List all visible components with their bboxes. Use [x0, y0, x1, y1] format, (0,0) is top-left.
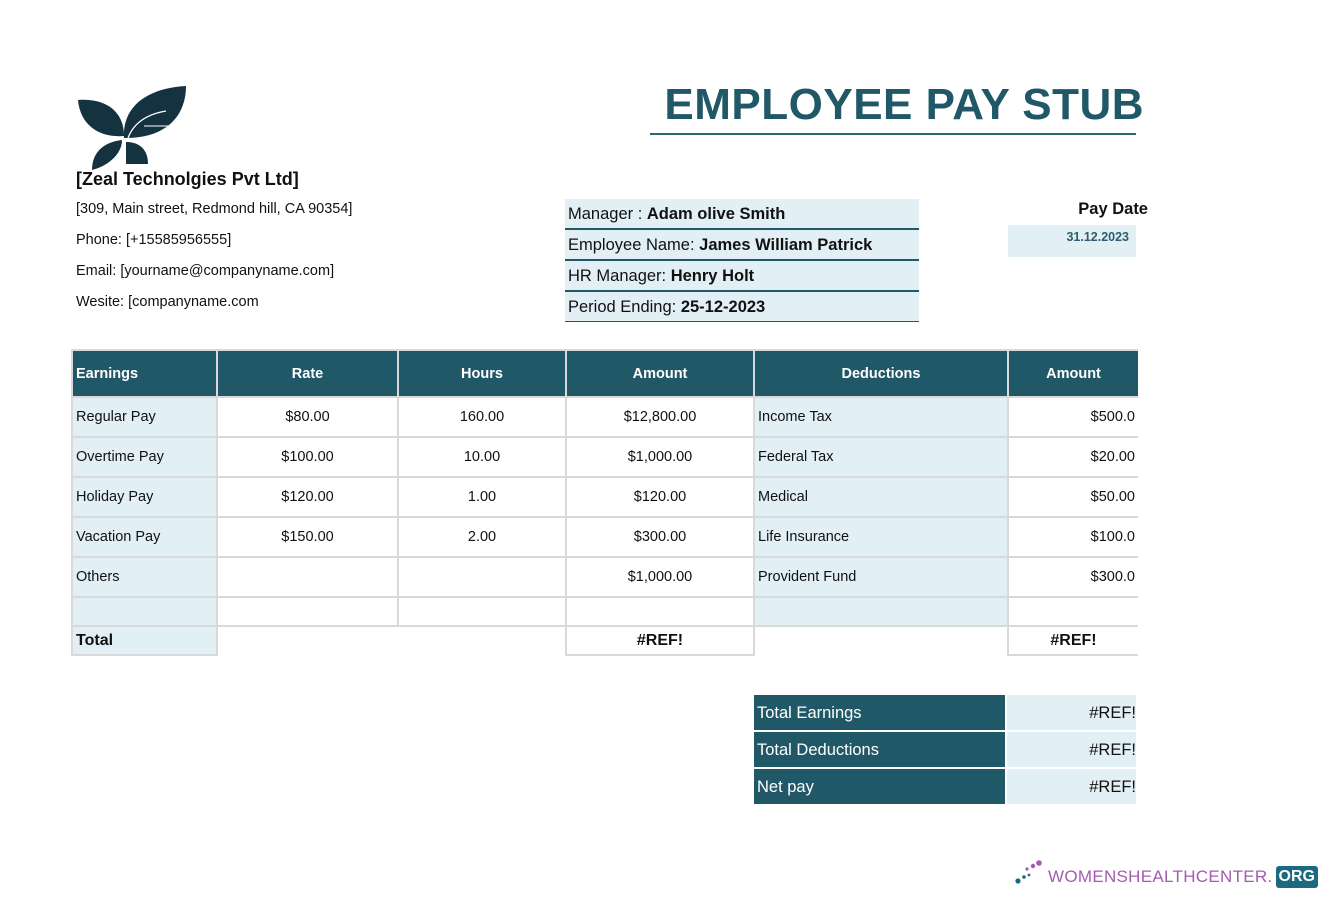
employee-name-row [565, 230, 919, 261]
header-earnings: Earnings [72, 350, 217, 397]
empty-cell [398, 626, 566, 655]
header-rate: Rate [217, 350, 398, 397]
header-deductions: Deductions [754, 350, 1008, 397]
table-row [72, 397, 1138, 437]
amount-cell: $120.00 [566, 477, 754, 517]
hr-manager-label: HR Manager: [568, 267, 671, 285]
empty-cell [217, 626, 398, 655]
earning-label: Overtime Pay [72, 437, 217, 477]
earning-label: Vacation Pay [72, 517, 217, 557]
watermark-text: WOMENSHEALTHCENTER. [1048, 867, 1273, 886]
deduction-amount-cell: $20.00 [1008, 437, 1138, 477]
hours-cell: 2.00 [398, 517, 566, 557]
company-logo [78, 86, 188, 166]
pay-date-value: 31.12.2023 [1066, 230, 1129, 244]
pay-date-label: Pay Date [1078, 200, 1148, 218]
deduction-label: Medical [754, 477, 1008, 517]
summary-label: Total Deductions [754, 732, 1005, 767]
deduction-label: Provident Fund [754, 557, 1008, 597]
empty-cell [566, 597, 754, 626]
rate-cell [217, 557, 398, 597]
hr-manager-value: Henry Holt [670, 267, 755, 285]
employee-info-box [565, 199, 919, 322]
rate-cell: $120.00 [217, 477, 398, 517]
earning-label: Holiday Pay [72, 477, 217, 517]
summary-value: #REF! [1007, 695, 1136, 730]
title-underline [650, 133, 1136, 135]
total-label: Total [72, 626, 217, 655]
company-email: Email: [yourname@companyname.com] [76, 263, 335, 279]
period-ending-row [565, 292, 919, 322]
pay-summary [754, 695, 1136, 806]
total-row [72, 626, 1138, 655]
total-earnings-amount: #REF! [566, 626, 754, 655]
period-ending-value: 25-12-2023 [680, 298, 766, 316]
watermark-suffix: ORG [1276, 866, 1318, 888]
earning-label: Regular Pay [72, 397, 217, 437]
deduction-amount-cell: $50.00 [1008, 477, 1138, 517]
company-name: [Zeal Technolgies Pvt Ltd] [76, 169, 299, 189]
manager-row [565, 199, 919, 230]
employee-name-label: Employee Name: [568, 236, 700, 254]
empty-cell [754, 597, 1008, 626]
period-ending-label: Period Ending: [568, 298, 681, 316]
rate-cell: $80.00 [217, 397, 398, 437]
deduction-amount-cell: $500.0 [1008, 397, 1138, 437]
empty-cell [398, 597, 566, 626]
earning-label: Others [72, 557, 217, 597]
table-row [72, 437, 1138, 477]
manager-value: Adam olive Smith [646, 205, 786, 223]
deduction-amount-cell: $300.0 [1008, 557, 1138, 597]
summary-row-total-earnings [754, 695, 1136, 730]
hr-manager-row [565, 261, 919, 292]
table-header-row [72, 350, 1138, 397]
amount-cell: $300.00 [566, 517, 754, 557]
header-hours: Hours [398, 350, 566, 397]
table-row-empty [72, 597, 1138, 626]
hours-cell: 1.00 [398, 477, 566, 517]
dots-logo-icon [1014, 858, 1044, 888]
hours-cell [398, 557, 566, 597]
employee-name-value: James William Patrick [699, 236, 873, 254]
empty-cell [72, 597, 217, 626]
company-website: Wesite: [companyname.com [76, 294, 259, 310]
deduction-label: Federal Tax [754, 437, 1008, 477]
page-title: EMPLOYEE PAY STUB [664, 80, 1144, 129]
summary-row-net-pay [754, 769, 1136, 804]
table-row [72, 557, 1138, 597]
amount-cell: $1,000.00 [566, 557, 754, 597]
summary-row-total-deductions [754, 732, 1136, 767]
rate-cell: $150.00 [217, 517, 398, 557]
earnings-deductions-table [71, 349, 1138, 656]
deduction-label: Life Insurance [754, 517, 1008, 557]
hours-cell: 160.00 [398, 397, 566, 437]
table-row [72, 477, 1138, 517]
header-amount: Amount [566, 350, 754, 397]
deduction-amount-cell: $100.0 [1008, 517, 1138, 557]
header-deduction-amount: Amount [1008, 350, 1138, 397]
leaf-logo-icon [78, 86, 188, 166]
rate-cell: $100.00 [217, 437, 398, 477]
company-phone: Phone: [+15585956555] [76, 232, 232, 248]
empty-cell [217, 597, 398, 626]
table-row [72, 517, 1138, 557]
summary-value: #REF! [1007, 732, 1136, 767]
watermark [1014, 856, 1318, 888]
empty-cell [1008, 597, 1138, 626]
summary-value: #REF! [1007, 769, 1136, 804]
summary-label: Net pay [754, 769, 1005, 804]
empty-cell [754, 626, 1008, 655]
hours-cell: 10.00 [398, 437, 566, 477]
manager-label: Manager : [568, 205, 647, 223]
company-address: [309, Main street, Redmond hill, CA 90354] [76, 201, 353, 217]
total-deductions-amount: #REF! [1008, 626, 1138, 655]
summary-label: Total Earnings [754, 695, 1005, 730]
amount-cell: $12,800.00 [566, 397, 754, 437]
deduction-label: Income Tax [754, 397, 1008, 437]
amount-cell: $1,000.00 [566, 437, 754, 477]
